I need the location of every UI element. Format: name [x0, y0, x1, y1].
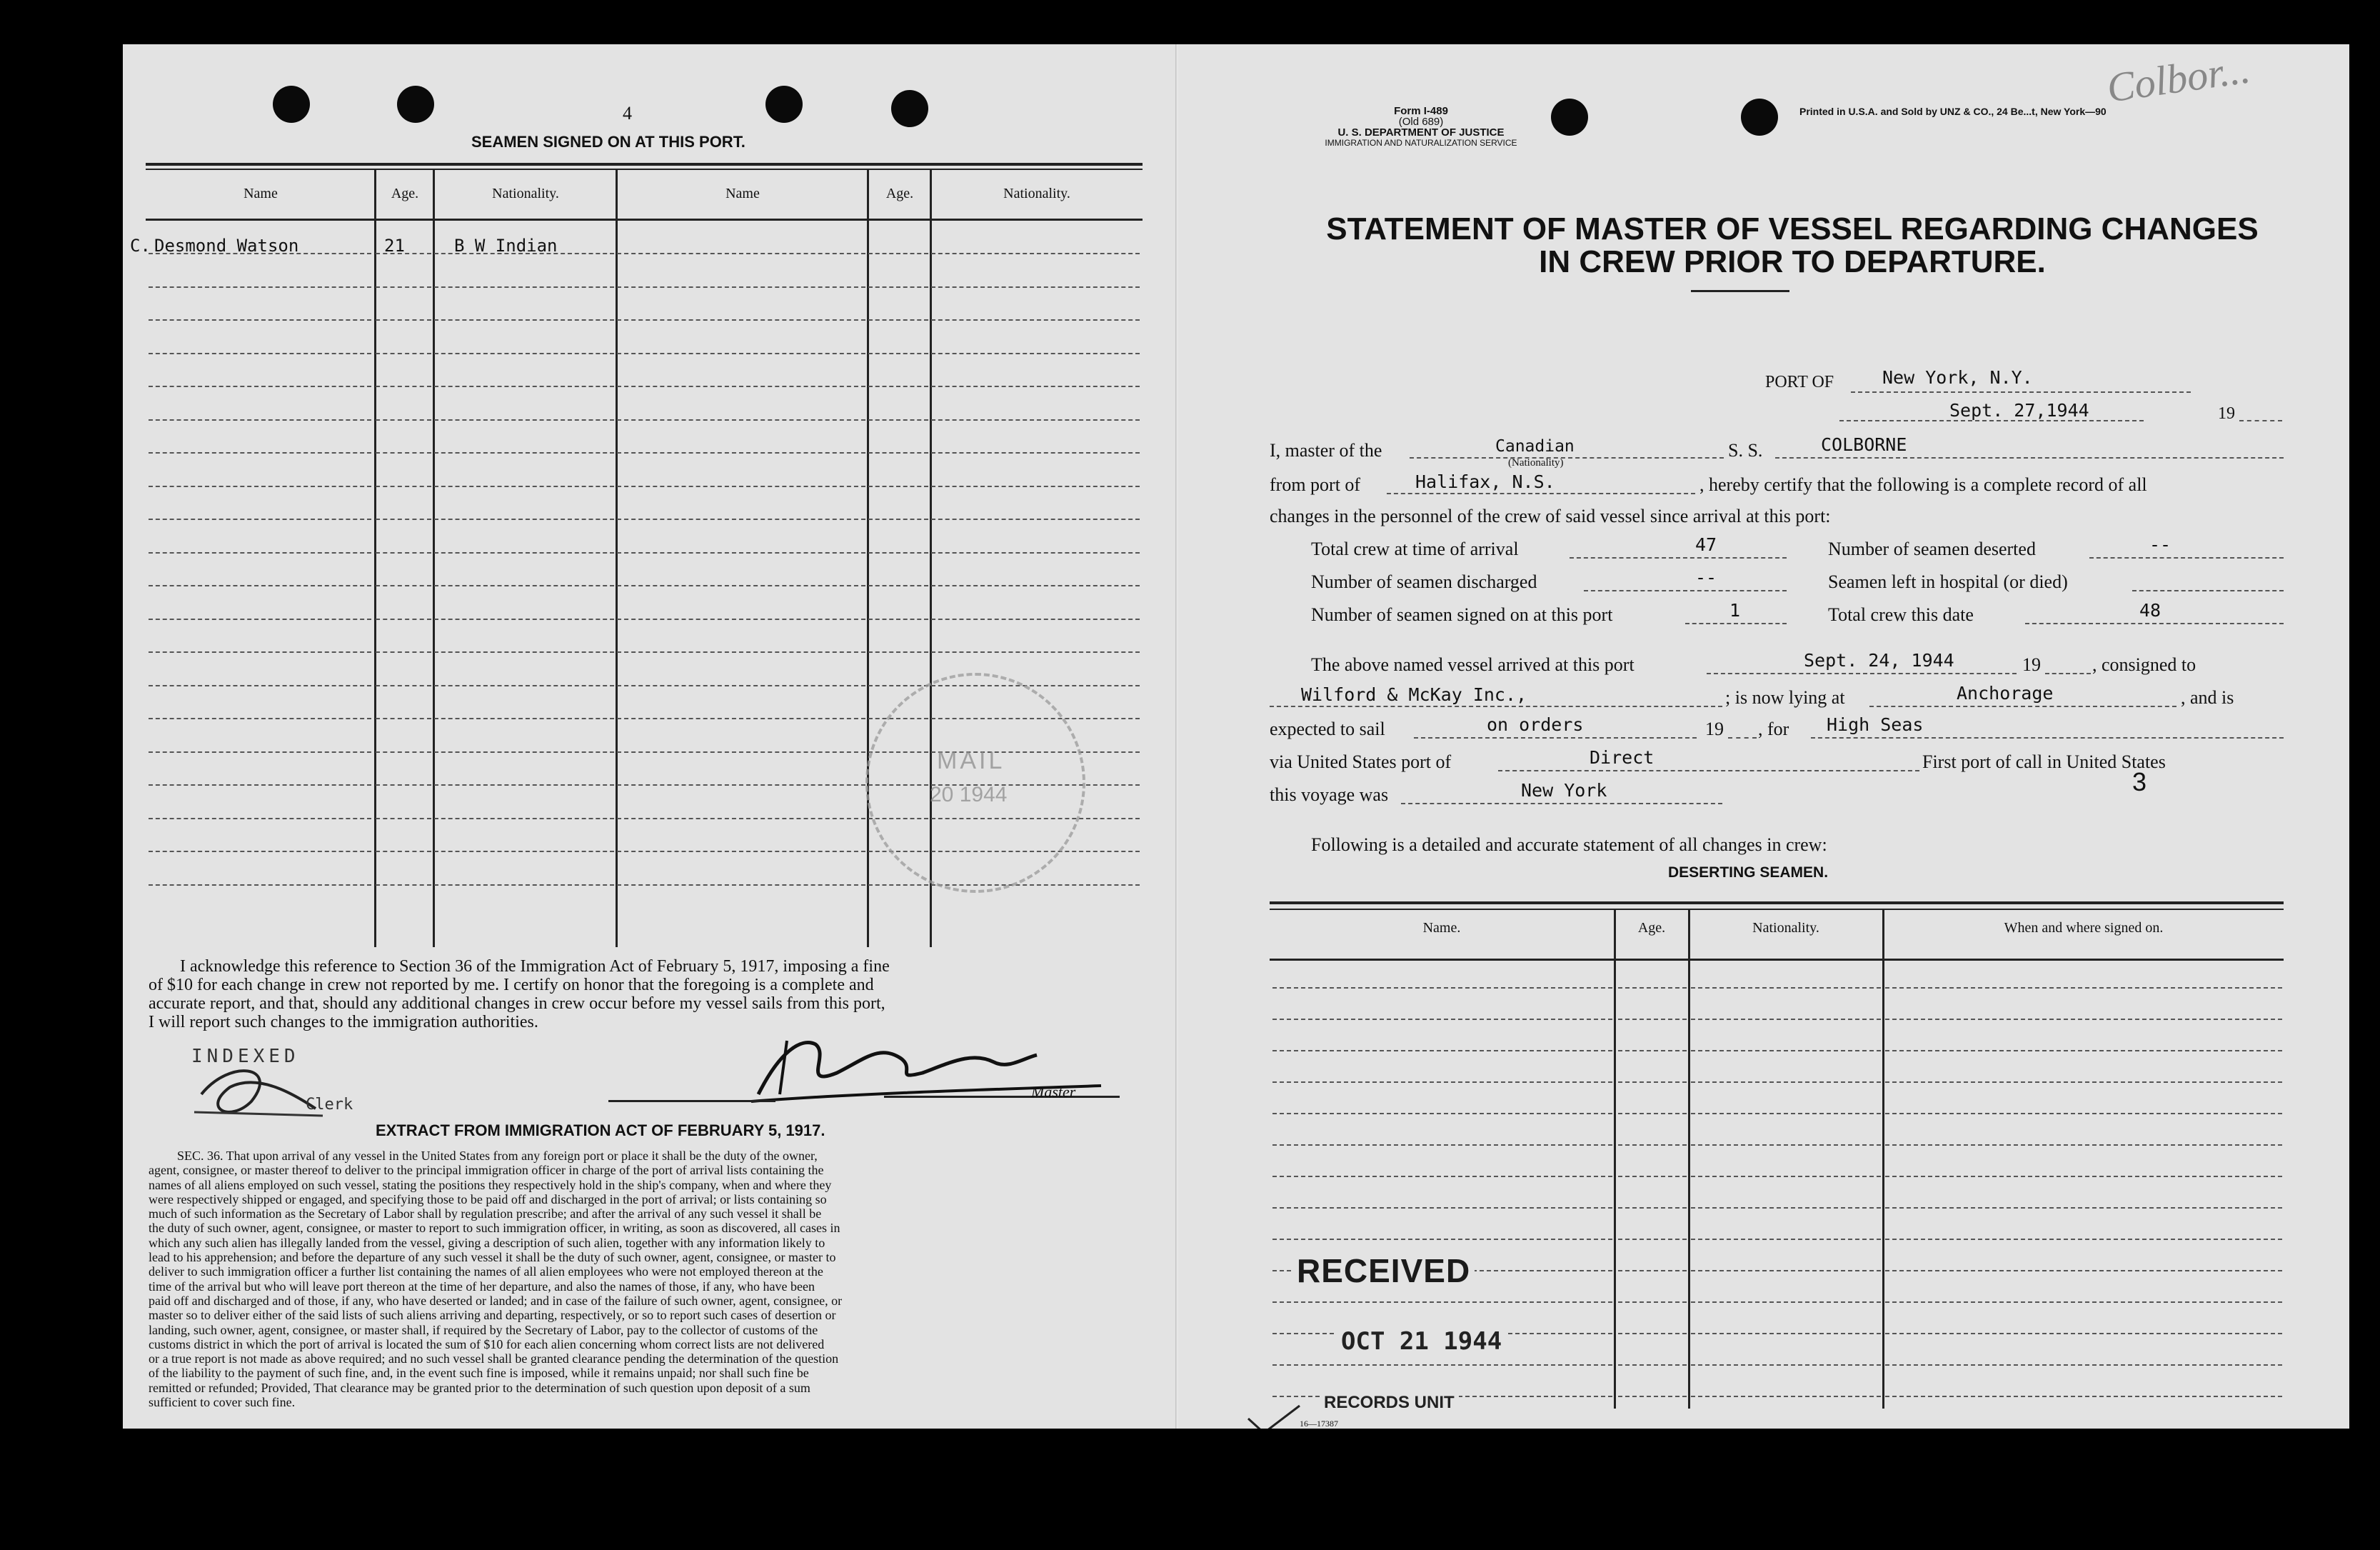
row-rule	[1885, 1050, 2282, 1051]
pencil-annotation: Colbor...	[2104, 45, 2253, 111]
row-rule	[434, 452, 614, 454]
row-rule	[376, 585, 431, 586]
row-rule	[376, 319, 431, 321]
row-rule	[149, 585, 371, 586]
row-rule	[1885, 1144, 2282, 1146]
row-rule	[1272, 1176, 1612, 1177]
row-rule	[931, 419, 1140, 421]
row-rule	[149, 552, 371, 554]
row-rule	[434, 519, 614, 520]
row-rule	[149, 718, 371, 719]
extract-line: landing, such owner, agent, consignee, or master shall, if required by the Secretary of Labor, pay to the collector of customs of the	[149, 1322, 818, 1337]
for-label: , for	[1758, 719, 1789, 739]
total-arrival-label: Total crew at time of arrival	[1311, 539, 1519, 559]
ss-label: S. S.	[1728, 440, 1763, 461]
row-rule	[434, 851, 614, 852]
seaman-name: Desmond Watson	[154, 236, 299, 256]
row-rule	[1885, 1270, 2282, 1271]
row-rule	[149, 818, 371, 819]
row-rule	[931, 486, 1140, 487]
row-rule	[376, 353, 431, 354]
extract-line: paid off and discharged and of those, if any, who have deserted or landed; and in case of the failure of such owner, agent, consignee, or	[149, 1293, 843, 1308]
row-rule	[376, 884, 431, 886]
consignee-value: Wilford & McKay Inc.,	[1301, 684, 1527, 705]
extract-line: agent, consignee, or master thereof to deliver to the principal immigration officer in charge of the port of arrival lists containing the	[149, 1163, 824, 1178]
row-rule	[1272, 1019, 1612, 1020]
indexed-stamp: INDEXED	[191, 1046, 300, 1067]
col-header: Age.	[391, 186, 419, 201]
row-rule	[931, 619, 1140, 620]
from-port-label: from port of	[1270, 474, 1361, 495]
row-rule	[434, 585, 614, 586]
voyage-label: this voyage was	[1270, 784, 1389, 805]
row-rule	[434, 651, 614, 653]
row-rule	[1691, 1239, 1881, 1240]
extract-line: SEC. 36. That upon arrival of any vessel in the United States from any foreign port or place it shall be the duty of the owner,	[177, 1149, 818, 1163]
row-rule	[1885, 1019, 2282, 1020]
row-rule	[617, 253, 865, 254]
row-rule	[376, 784, 431, 786]
row-rule	[434, 718, 614, 719]
row-rule	[868, 419, 928, 421]
row-rule	[1691, 1050, 1881, 1051]
row-rule	[1618, 1239, 1687, 1240]
arrived-value: Sept. 24, 1944	[1804, 650, 1954, 671]
printer-credit: Printed in U.S.A. and Sold by UNZ & CO., 24 Be...t, New York—90	[1799, 106, 2107, 117]
row-rule	[868, 619, 928, 620]
row-rule	[1885, 1301, 2282, 1303]
row-rule	[1618, 1364, 1687, 1366]
row-rule	[1691, 1301, 1881, 1303]
row-rule	[1691, 1396, 1881, 1397]
row-rule	[434, 884, 614, 886]
row-rule	[617, 884, 865, 886]
col-header: Nationality.	[1003, 186, 1070, 201]
row-rule	[434, 552, 614, 554]
sail-year: 19	[1705, 719, 1724, 739]
row-rule	[1272, 1207, 1612, 1209]
row-rule	[1885, 1239, 2282, 1240]
row-rule	[1885, 1113, 2282, 1114]
row-rule	[1618, 1396, 1687, 1397]
row-rule	[1272, 1050, 1612, 1051]
mail-stamp: MAIL 20 1944	[865, 673, 1085, 893]
consigned-label: , consigned to	[2092, 654, 2196, 675]
from-port-value: Halifax, N.S.	[1415, 471, 1555, 492]
row-rule	[868, 884, 928, 886]
row-rule	[1272, 1239, 1612, 1240]
row-rule	[617, 419, 865, 421]
seaman-age: 21	[384, 236, 405, 256]
row-rule	[1618, 987, 1687, 989]
row-rule	[434, 353, 614, 354]
extract-line: master so to deliver either of the said lists of such aliens arriving and departing, respectively, or so to report such cases of desertion or	[149, 1308, 836, 1323]
left-page	[123, 44, 1178, 1429]
row-rule	[1691, 1176, 1881, 1177]
row-rule	[1272, 987, 1612, 989]
row-rule	[1618, 1019, 1687, 1020]
page-number: 4	[623, 103, 632, 124]
row-rule	[376, 651, 431, 653]
discharged-value: --	[1695, 567, 1717, 588]
row-rule	[1691, 1270, 1881, 1271]
row-rule	[376, 519, 431, 520]
row-rule	[1885, 1396, 2282, 1397]
row-rule	[868, 685, 928, 686]
row-rule	[149, 784, 371, 786]
changes-text: changes in the personnel of the crew of said vessel since arrival at this port:	[1270, 506, 1831, 526]
extract-title: EXTRACT FROM IMMIGRATION ACT OF FEBRUARY 5, 1917.	[376, 1121, 825, 1139]
row-rule	[868, 585, 928, 586]
row-rule	[376, 818, 431, 819]
total-date-label: Total crew this date	[1828, 604, 1974, 625]
and-is-label: , and is	[2181, 687, 2234, 708]
row-rule	[149, 452, 371, 454]
row-rule	[1885, 1364, 2282, 1366]
row-rule	[1885, 1176, 2282, 1177]
row-rule	[149, 286, 371, 288]
lying-label: ; is now lying at	[1725, 687, 1845, 708]
arrived-year: 19	[2022, 654, 2041, 675]
row-rule	[931, 253, 1140, 254]
extract-line: lead to his apprehension; and before the departure of any such vessel it shall be the duty of such owner, agent, consignee, or master to	[149, 1250, 836, 1265]
clerk-label: Clerk	[306, 1096, 353, 1114]
nationality-value: Canadian	[1495, 437, 1575, 456]
row-rule	[617, 519, 865, 520]
extract-line: customs district in which the port of arrival is located the sum of $10 for each alien concerning whom correct lists are not delivered	[149, 1336, 825, 1351]
row-rule	[149, 651, 371, 653]
row-rule	[931, 519, 1140, 520]
row-rule	[617, 784, 865, 786]
row-rule	[1618, 1050, 1687, 1051]
row-rule	[617, 552, 865, 554]
extract-text	[149, 1149, 1148, 1409]
punch-hole	[1551, 99, 1588, 136]
sail-label: expected to sail	[1270, 719, 1385, 739]
row-rule	[868, 552, 928, 554]
row-rule	[1618, 1333, 1687, 1334]
hospital-label: Seamen left in hospital (or died)	[1828, 571, 2068, 592]
master-of-label: I, master of the	[1270, 440, 1382, 461]
form-title: STATEMENT OF MASTER OF VESSEL REGARDING CHANGES IN CREW PRIOR TO DEPARTURE.	[1326, 211, 2259, 279]
row-rule	[434, 286, 614, 288]
row-rule	[868, 286, 928, 288]
extract-line: names of all aliens employed on such vessel, stating the positions they respectively hold in the ship's company, when and where they	[149, 1177, 832, 1192]
row-rule	[931, 552, 1140, 554]
right-page	[1178, 44, 2349, 1429]
row-rule	[434, 751, 614, 753]
row-rule	[376, 486, 431, 487]
row-rule	[868, 486, 928, 487]
row-rule	[617, 851, 865, 852]
row-rule	[931, 452, 1140, 454]
row-rule	[931, 585, 1140, 586]
row-rule	[149, 519, 371, 520]
row-rule	[868, 319, 928, 321]
row-rule	[434, 619, 614, 620]
acknowledgement: I acknowledge this reference to Section 36 of the Immigration Act of February 5, 1917, imposing a fine of $10 for each change in crew not reported by me. I certify on honor that the foregoing is a complete and accurate report, and that, should any additional changes in crew occur before my vessel sails from this port, I will report such changes to the immigration authorities.	[149, 957, 890, 1031]
extract-line: of the liability to the payment of such fine, and, in the event such fine is imposed, while it remains unpaid; nor shall such fine be	[149, 1366, 809, 1381]
first-call-label: First port of call in United States	[1922, 751, 2166, 772]
extract-line: the duty of such owner, agent, consignee, or master to report to such immigration officer, in writing, as soon as discovered, all cases in	[149, 1221, 840, 1236]
row-rule	[434, 685, 614, 686]
col-header: Age.	[1637, 920, 1666, 936]
row-rule	[1272, 1301, 1612, 1303]
row-rule	[376, 718, 431, 719]
arrived-label: The above named vessel arrived at this port	[1311, 654, 1635, 675]
row-rule	[617, 585, 865, 586]
row-rule	[149, 419, 371, 421]
row-rule	[149, 353, 371, 354]
row-rule	[1272, 1081, 1612, 1083]
punch-hole	[891, 90, 928, 127]
row-rule	[149, 851, 371, 852]
extract-line: deliver to such immigration officer a further list containing the names of all alien employees who were not employed thereon at the	[149, 1264, 823, 1279]
row-rule	[931, 386, 1140, 387]
certify-text: , hereby certify that the following is a complete record of all	[1699, 474, 2147, 495]
following-text: Following is a detailed and accurate statement of all changes in crew:	[1311, 834, 1827, 855]
col-header: Name.	[1422, 920, 1461, 936]
row-rule	[931, 651, 1140, 653]
row-rule	[1618, 1270, 1687, 1271]
row-rule	[1691, 1364, 1881, 1366]
row-rule	[1618, 1113, 1687, 1114]
deserted-label: Number of seamen deserted	[1828, 539, 2036, 559]
extract-line: which any such alien has illegally landed from the vessel, giving a description of such alien, together with any information likely to	[149, 1235, 825, 1250]
row-rule	[868, 386, 928, 387]
port-of-value: New York, N.Y.	[1882, 367, 2033, 388]
row-rule	[1272, 1364, 1612, 1366]
total-arrival-value: 47	[1695, 534, 1717, 555]
punch-hole	[397, 86, 434, 123]
col-header: When and where signed on.	[2004, 920, 2164, 936]
print-code: 16—17387	[1300, 1419, 1338, 1429]
row-rule	[1618, 1207, 1687, 1209]
punch-hole	[1741, 99, 1778, 136]
row-rule	[1691, 1081, 1881, 1083]
row-rule	[149, 486, 371, 487]
row-rule	[376, 751, 431, 753]
row-rule	[617, 286, 865, 288]
extract-line: or a true report is not made as above required; and no such vessel shall be granted clearance pending the determination of the question	[149, 1351, 839, 1366]
row-rule	[617, 452, 865, 454]
row-rule	[1691, 1207, 1881, 1209]
row-rule	[434, 319, 614, 321]
check-mark-icon	[1242, 1401, 1307, 1429]
row-rule	[1885, 987, 2282, 989]
voyage-value: New York	[1521, 780, 1607, 801]
row-rule	[149, 884, 371, 886]
row-rule	[617, 353, 865, 354]
received-stamp: RECEIVED	[1292, 1251, 1475, 1290]
row-rule	[1691, 1019, 1881, 1020]
via-value: Direct	[1590, 747, 1655, 768]
extract-line: sufficient to cover such fine.	[149, 1395, 296, 1410]
row-rule	[434, 784, 614, 786]
row-rule	[149, 319, 371, 321]
row-rule	[868, 519, 928, 520]
row-rule	[1618, 1176, 1687, 1177]
col-header: Nationality.	[492, 186, 559, 201]
punch-hole	[273, 86, 310, 123]
row-rule	[376, 552, 431, 554]
row-rule	[1691, 1144, 1881, 1146]
master-label: Master	[1031, 1083, 1076, 1101]
for-value: High Seas	[1827, 714, 1924, 735]
row-rule	[149, 619, 371, 620]
row-rule	[434, 486, 614, 487]
row-rule	[376, 386, 431, 387]
discharged-label: Number of seamen discharged	[1311, 571, 1537, 592]
row-rule	[149, 386, 371, 387]
section-title: SEAMEN SIGNED ON AT THIS PORT.	[471, 133, 745, 151]
clerk-initials	[187, 1044, 330, 1137]
row-rule	[434, 818, 614, 819]
row-rule	[617, 751, 865, 753]
row-rule	[149, 751, 371, 753]
extract-line: were respectively shipped or engaged, and specifying those to be paid off and discharged in the port of arrival; or lists containing so	[149, 1191, 827, 1206]
row-rule	[1618, 1081, 1687, 1083]
col-header: Age.	[885, 186, 914, 201]
form-header: Form I-489 (Old 689) U. S. DEPARTMENT OF JUSTICE IMMIGRATION AND NATURALIZATION SERVICE	[1325, 105, 1517, 148]
records-unit-stamp: RECORDS UNIT	[1320, 1393, 1459, 1413]
row-rule	[1618, 1144, 1687, 1146]
row-rule	[931, 286, 1140, 288]
row-rule	[617, 619, 865, 620]
row-rule	[376, 452, 431, 454]
received-date: OCT 21 1944	[1337, 1327, 1506, 1356]
vessel-name: COLBORNE	[1821, 434, 1907, 455]
nationality-caption: (Nationality)	[1508, 457, 1564, 469]
col-header: Name	[243, 186, 278, 201]
row-rule	[868, 452, 928, 454]
signed-on-label: Number of seamen signed on at this port	[1311, 604, 1613, 625]
row-rule	[617, 685, 865, 686]
row-rule	[1618, 1301, 1687, 1303]
deserting-title: DESERTING SEAMEN.	[1668, 864, 1829, 881]
row-rule	[868, 253, 928, 254]
row-rule	[376, 286, 431, 288]
row-rule	[1691, 1333, 1881, 1334]
date-year: 19	[2218, 404, 2235, 423]
row-rule	[376, 619, 431, 620]
row-rule	[434, 386, 614, 387]
row-rule	[617, 386, 865, 387]
col-header: Name	[725, 186, 760, 201]
seaman-nationality: B W Indian	[454, 236, 558, 256]
row-rule	[931, 319, 1140, 321]
port-of-label: PORT OF	[1765, 373, 1834, 391]
extract-line: time of the arrival but who will leave port thereon at the time of her departure, and also the names of those, if any, who have been	[149, 1279, 815, 1294]
row-rule	[434, 419, 614, 421]
total-date-value: 48	[2139, 600, 2161, 621]
extract-line: remitted or refunded; Provided, That clearance may be granted prior to the determination of such question upon deposit of a sum	[149, 1380, 810, 1395]
row-rule	[617, 718, 865, 719]
row-rule	[931, 353, 1140, 354]
row-rule	[1885, 1081, 2282, 1083]
row-rule	[376, 419, 431, 421]
row-rule	[617, 818, 865, 819]
signed-on-value: 1	[1729, 600, 1741, 621]
sail-value: on orders	[1487, 714, 1584, 735]
row-rule	[868, 651, 928, 653]
lying-value: Anchorage	[1957, 683, 2054, 704]
row-rule	[617, 651, 865, 653]
date-value: Sept. 27,1944	[1949, 400, 2089, 421]
row-rule	[1272, 1144, 1612, 1146]
deserted-value: --	[2149, 534, 2171, 555]
extract-line: much of such information as the Secretary of Labor shall by regulation prescribe; and after the arrival of any such vessel it shall be	[149, 1206, 822, 1221]
punch-hole	[765, 86, 803, 123]
row-rule	[376, 685, 431, 686]
row-rule	[617, 319, 865, 321]
row-rule	[1885, 1207, 2282, 1209]
margin-number: 3	[2132, 767, 2147, 796]
row-prefix: C.	[130, 236, 151, 256]
row-rule	[868, 353, 928, 354]
via-label: via United States port of	[1270, 751, 1452, 772]
row-rule	[1885, 1333, 2282, 1334]
col-header: Nationality.	[1752, 920, 1819, 936]
row-rule	[376, 851, 431, 852]
row-rule	[1691, 1113, 1881, 1114]
row-rule	[1272, 1113, 1612, 1114]
row-rule	[149, 685, 371, 686]
row-rule	[617, 486, 865, 487]
row-rule	[1691, 987, 1881, 989]
